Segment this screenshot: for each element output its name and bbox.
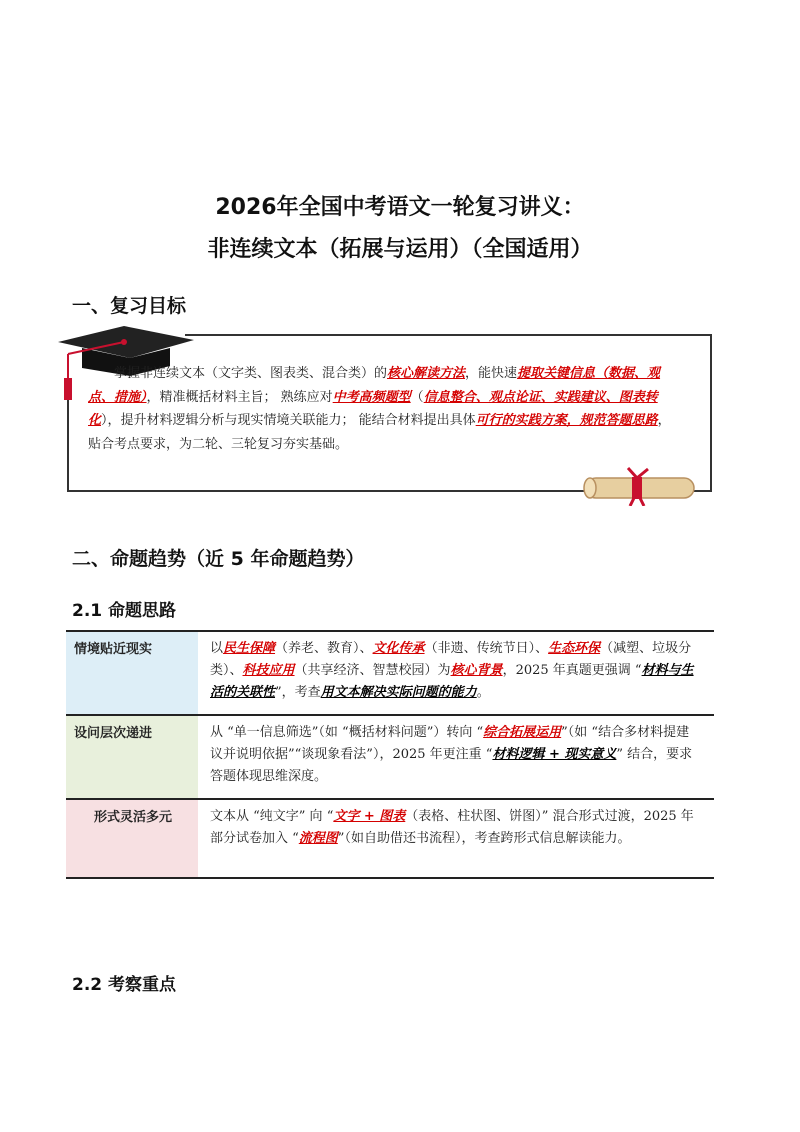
emphasis-text: 文化传承 <box>372 641 425 656</box>
emphasis-text: 可行的实践方案，规范答题思路 <box>475 413 658 428</box>
body-text: ），提升材料逻辑分析与现实情境关联能力； 能结合材料提出具体 <box>101 413 476 428</box>
body-text: （减塑、垃圾分类）、 <box>210 641 692 678</box>
table-row <box>66 799 714 878</box>
emphasis-text: 提取关键信息（数据、观点、措施） <box>88 366 661 405</box>
emphasis-text: 文字 + 图表 <box>333 809 406 824</box>
goal-paragraph <box>88 362 683 456</box>
body-text: （共享经济、智慧校园）为 <box>294 663 451 678</box>
body-text: ，贴合考点要求，为二轮、三轮复习夯实基础。 <box>88 413 671 452</box>
trend-table <box>66 630 714 879</box>
emphasis-text: 中考高频题型 <box>332 389 411 405</box>
body-text: 以 <box>210 641 224 656</box>
section-heading-review-goals: 一、复习目标 <box>72 295 187 317</box>
body-text: （非遗、传统节日）、 <box>424 641 549 656</box>
emphasis-text: 流程图 <box>298 831 338 846</box>
row-label: 设问层次递进 <box>66 715 198 799</box>
emphasis-text: 核心解读方法 <box>387 366 466 381</box>
body-text: ，精准概括材料主旨； 熟练应对 <box>146 389 333 405</box>
body-text: 文本从 “纯文字” 向 “ <box>210 809 334 824</box>
body-text: ” 结合，要求答题体现思维深度。 <box>210 747 693 784</box>
body-text: （养老、教育）、 <box>275 641 373 656</box>
emphasis-text: 核心背景 <box>450 663 503 678</box>
document-title-line1: 2026年全国中考语文一轮复习讲义： <box>215 195 585 220</box>
row-content <box>198 715 714 799</box>
row-content <box>198 799 714 878</box>
row-label: 形式灵活多元 <box>66 799 198 878</box>
emphasis-text: 民生保障 <box>223 641 276 656</box>
document-title-line2: 非连续文本（拓展与运用）（全国适用） <box>207 237 593 262</box>
emphasis-text: 用文本解决实际问题的能力 <box>320 685 477 700</box>
body-text: 从 “单一信息筛选”（如 “概括材料问题”）转向 “ <box>210 725 484 740</box>
emphasis-text: 科技应用 <box>242 663 295 678</box>
table-row <box>66 715 714 799</box>
table-row <box>66 631 714 715</box>
subsection-heading-approach: 2.1 命题思路 <box>72 601 177 621</box>
emphasis-text: 综合拓展运用 <box>483 725 562 740</box>
diploma-scroll-icon <box>578 464 702 506</box>
body-text: 掌握非连续文本（文字类、图表类、混合类）的 <box>114 366 388 381</box>
body-text: ”，考查 <box>275 685 321 700</box>
body-text: ，能快速 <box>465 366 518 381</box>
body-text: （表格、柱状图、饼图）” 混合形式过渡，2025 年部分试卷加入 “ <box>210 809 694 846</box>
body-text: ”（如 “结合多材料提建议并说明依据”“谈现象看法”），2025 年更注重 “ <box>210 725 690 762</box>
section-heading-trends: 二、命题趋势（近 5 年命题趋势） <box>72 548 365 570</box>
subsection-heading-focus: 2.2 考察重点 <box>72 975 177 995</box>
emphasis-text: 信息整合、观点论证、实践建议、图表转化 <box>88 389 658 428</box>
emphasis-text: 材料逻辑 + 现实意义 <box>492 747 617 762</box>
body-text: ”（如自助借还书流程），考查跨形式信息解读能力。 <box>337 831 631 846</box>
emphasis-text: 材料与生活的关联性 <box>210 663 694 700</box>
row-content <box>198 631 714 715</box>
body-text: （ <box>410 389 424 405</box>
row-label: 情境贴近现实 <box>66 631 198 715</box>
body-text: ，2025 年真题更强调 “ <box>502 663 642 678</box>
emphasis-text: 生态环保 <box>548 641 601 656</box>
body-text: 。 <box>476 685 490 700</box>
